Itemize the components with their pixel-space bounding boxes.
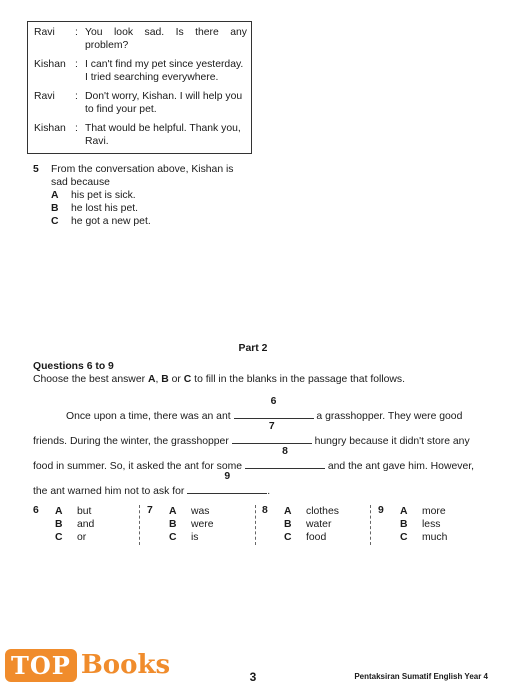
dialogue-box bbox=[27, 21, 252, 154]
option-key: C bbox=[51, 216, 59, 227]
question-number: 7 bbox=[147, 505, 153, 516]
logo-top: TOP bbox=[5, 649, 77, 682]
blank-7[interactable] bbox=[232, 421, 312, 444]
option-key: C bbox=[400, 532, 408, 543]
colon: : bbox=[75, 59, 78, 70]
option-text: less bbox=[422, 519, 441, 530]
answer-option[interactable] bbox=[51, 215, 251, 228]
option-text: food bbox=[306, 532, 327, 543]
answer-column-8 bbox=[262, 505, 372, 545]
question-number: 8 bbox=[262, 505, 268, 516]
passage-line bbox=[33, 421, 470, 447]
colon: : bbox=[75, 27, 78, 38]
passage-text: friends. During the winter, the grasshopper bbox=[33, 436, 229, 447]
answer-option[interactable] bbox=[284, 518, 339, 531]
answer-option[interactable] bbox=[169, 505, 214, 518]
option-text: or bbox=[77, 532, 87, 543]
passage-text: hungry because it didn't store any bbox=[314, 436, 470, 447]
speaker-name: Ravi bbox=[34, 27, 55, 38]
option-key: A bbox=[51, 190, 59, 201]
answer-column-9 bbox=[378, 505, 478, 545]
option-text: is bbox=[191, 532, 199, 543]
option-key: B bbox=[55, 519, 63, 530]
answer-option[interactable] bbox=[51, 189, 251, 202]
answer-column-6 bbox=[33, 505, 143, 545]
option-key: C bbox=[55, 532, 63, 543]
logo-books: Books bbox=[80, 650, 171, 680]
answer-option[interactable] bbox=[55, 505, 94, 518]
part-title: Part 2 bbox=[238, 343, 268, 354]
question-number: 5 bbox=[33, 164, 39, 175]
option-text: clothes bbox=[306, 506, 339, 517]
colon: : bbox=[75, 123, 78, 134]
option-key: C bbox=[284, 532, 292, 543]
answer-option[interactable] bbox=[55, 531, 94, 544]
instruction-key-b: B bbox=[161, 374, 169, 385]
answer-option[interactable] bbox=[400, 518, 447, 531]
blank-number: 6 bbox=[270, 396, 277, 407]
option-key: A bbox=[55, 506, 63, 517]
dialogue-line bbox=[34, 58, 247, 84]
passage-line bbox=[66, 396, 463, 422]
answer-option[interactable] bbox=[400, 531, 447, 544]
option-key: B bbox=[400, 519, 408, 530]
option-text: he lost his pet. bbox=[71, 203, 139, 214]
instruction-sep: or bbox=[168, 374, 184, 385]
option-text: more bbox=[422, 506, 446, 517]
instruction-key-a: A bbox=[147, 374, 156, 385]
option-text: water bbox=[306, 519, 332, 530]
colon: : bbox=[75, 91, 78, 102]
passage-text: the ant warned him not to ask for bbox=[33, 486, 185, 497]
answer-option[interactable] bbox=[169, 531, 214, 544]
column-divider bbox=[139, 505, 140, 545]
dialogue-text: You look sad. Is there any problem? bbox=[85, 27, 247, 51]
answer-grid bbox=[33, 505, 463, 545]
questions-heading: Questions 6 to 9 bbox=[33, 361, 114, 372]
option-key: B bbox=[284, 519, 292, 530]
option-key: A bbox=[169, 506, 177, 517]
speaker-name: Ravi bbox=[34, 91, 55, 102]
answer-column-7 bbox=[147, 505, 257, 545]
option-text: were bbox=[191, 519, 214, 530]
dialogue-text: Don't worry, Kishan. I will help you to find your pet. bbox=[85, 91, 243, 115]
page-number: 3 bbox=[249, 670, 257, 684]
dialogue-line bbox=[34, 26, 247, 52]
answer-option[interactable] bbox=[51, 202, 251, 215]
passage-text: . bbox=[267, 486, 271, 497]
option-text: but bbox=[77, 506, 92, 517]
answer-option[interactable] bbox=[169, 518, 214, 531]
footer-title: Pentaksiran Sumatif English Year 4 bbox=[354, 672, 488, 681]
instruction-text: Choose the best answer bbox=[33, 374, 148, 385]
option-key: B bbox=[169, 519, 177, 530]
speaker-name: Kishan bbox=[34, 123, 66, 134]
dialogue-text: That would be helpful. Thank you, Ravi. bbox=[85, 123, 241, 147]
blank-6[interactable] bbox=[234, 396, 314, 419]
option-key: C bbox=[169, 532, 177, 543]
passage-text: and the ant gave him. However, bbox=[327, 461, 474, 472]
blank-number: 8 bbox=[282, 446, 288, 457]
option-key: B bbox=[51, 203, 59, 214]
instruction-key-c: C bbox=[183, 374, 192, 385]
option-text: was bbox=[191, 506, 210, 517]
question-number: 9 bbox=[378, 505, 384, 516]
blank-9[interactable] bbox=[187, 471, 267, 494]
blank-number: 9 bbox=[224, 471, 231, 482]
option-key: A bbox=[284, 506, 292, 517]
instruction-text: to fill in the blanks in the passage that follows. bbox=[191, 374, 406, 385]
column-divider bbox=[370, 505, 371, 545]
passage-text: Once upon a time, there was an ant bbox=[66, 411, 231, 422]
option-text: he got a new pet. bbox=[71, 216, 151, 227]
option-key: A bbox=[400, 506, 408, 517]
question-number: 6 bbox=[33, 505, 39, 516]
dialogue-text: I can't find my pet since yesterday. I tried searching everywhere. bbox=[85, 59, 244, 83]
option-text: and bbox=[77, 519, 95, 530]
answer-option[interactable] bbox=[55, 518, 94, 531]
dialogue-line bbox=[34, 90, 247, 116]
answer-option[interactable] bbox=[284, 531, 339, 544]
dialogue-line bbox=[34, 122, 247, 148]
column-divider bbox=[255, 505, 256, 545]
passage-line bbox=[33, 446, 474, 472]
question-5 bbox=[33, 163, 251, 228]
speaker-name: Kishan bbox=[34, 59, 66, 70]
option-text: much bbox=[422, 532, 448, 543]
question-stem: From the conversation above, Kishan is sad because bbox=[51, 164, 234, 188]
blank-8[interactable] bbox=[245, 446, 325, 469]
instruction-sep: , bbox=[155, 374, 162, 385]
answer-option[interactable] bbox=[284, 505, 339, 518]
answer-option[interactable] bbox=[400, 505, 447, 518]
option-text: his pet is sick. bbox=[71, 190, 136, 201]
blank-number: 7 bbox=[268, 421, 275, 432]
passage-text: food in summer. So, it asked the ant for some bbox=[33, 461, 243, 472]
passage-line bbox=[33, 471, 271, 497]
instruction bbox=[33, 374, 405, 385]
passage-text: a grasshopper. They were good bbox=[316, 411, 463, 422]
